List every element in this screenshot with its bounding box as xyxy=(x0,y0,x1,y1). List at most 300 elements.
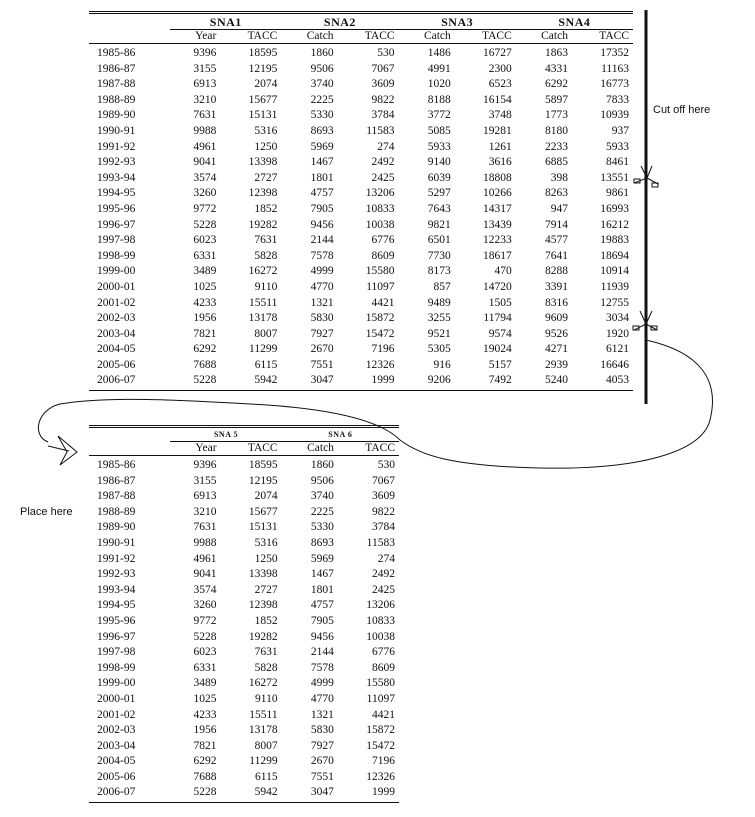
value-cell: 11939 xyxy=(600,280,629,293)
value-cell: 13398 xyxy=(248,156,278,169)
value-cell: 18595 xyxy=(248,47,278,59)
year-cell: 1996-97 xyxy=(97,218,136,231)
column-header: Catch xyxy=(281,30,337,44)
value-cell: 10833 xyxy=(366,614,395,627)
value-cell: 4331 xyxy=(544,62,568,75)
value-cell: 14317 xyxy=(482,202,512,215)
value-cell: 16727 xyxy=(482,47,512,59)
group-header: SNA2 xyxy=(281,13,398,30)
value-cell: 13178 xyxy=(248,724,278,737)
value-cell: 1321 xyxy=(310,296,334,309)
value-cell: 6913 xyxy=(193,490,217,503)
year-cell: 2000-01 xyxy=(97,692,136,705)
value-cell: 19282 xyxy=(248,630,278,643)
value-cell: 5330 xyxy=(310,521,334,534)
value-cell: 5933 xyxy=(606,140,629,153)
value-cell: 12326 xyxy=(366,770,395,783)
value-cell: 9521 xyxy=(427,327,451,340)
value-cell: 7927 xyxy=(310,739,334,752)
value-cell: 16212 xyxy=(600,218,629,231)
value-cell: 3609 xyxy=(372,490,395,503)
value-cell: 9206 xyxy=(399,373,455,390)
value-cell: 11097 xyxy=(366,280,395,293)
value-cell: 9988 xyxy=(193,124,217,137)
value-cell: 19282 xyxy=(248,218,278,231)
value-cell: 3740 xyxy=(310,78,334,91)
value-cell: 15872 xyxy=(366,724,395,737)
year-cell: 2006-07 xyxy=(89,785,170,802)
value-cell: 4271 xyxy=(544,343,568,356)
value-cell: 4577 xyxy=(544,234,568,247)
year-cell: 1990-91 xyxy=(97,124,136,137)
value-cell: 4757 xyxy=(310,187,334,200)
value-cell: 9574 xyxy=(488,327,512,340)
year-cell: 2005-06 xyxy=(97,770,136,783)
value-cell: 10266 xyxy=(482,187,512,200)
value-cell: 4233 xyxy=(193,296,217,309)
year-cell: 1999-00 xyxy=(97,265,136,278)
value-cell: 2492 xyxy=(372,568,395,581)
value-cell: 7641 xyxy=(544,249,568,262)
value-cell: 13439 xyxy=(482,218,512,231)
value-cell: 5228 xyxy=(193,630,217,643)
year-cell: 2002-03 xyxy=(97,724,136,737)
value-cell: 5157 xyxy=(488,358,512,371)
value-cell: 274 xyxy=(377,140,395,153)
value-cell: 12398 xyxy=(248,599,278,612)
value-cell: 7833 xyxy=(606,93,629,106)
value-cell: 15131 xyxy=(248,521,278,534)
value-cell: 15131 xyxy=(248,109,278,122)
year-cell: 1994-95 xyxy=(97,599,136,612)
value-cell: 2225 xyxy=(310,93,334,106)
value-cell: 6885 xyxy=(544,156,568,169)
value-cell: 19883 xyxy=(600,234,629,247)
value-cell: 1505 xyxy=(488,296,512,309)
value-cell: 8461 xyxy=(606,156,629,169)
value-cell: 13551 xyxy=(600,171,629,184)
value-cell: 6292 xyxy=(544,78,568,91)
value-cell: 15472 xyxy=(365,327,395,340)
value-cell: 9988 xyxy=(193,536,217,549)
value-cell: 13398 xyxy=(248,568,278,581)
value-cell: 7905 xyxy=(310,202,334,215)
value-cell: 3155 xyxy=(193,474,217,487)
year-cell: 2004-05 xyxy=(97,755,136,768)
group-header: SNA 5 xyxy=(170,427,281,442)
value-cell: 5316 xyxy=(254,124,278,137)
value-cell: 15677 xyxy=(248,505,278,518)
year-cell: 1986-87 xyxy=(97,62,136,75)
value-cell: 8609 xyxy=(372,661,395,674)
value-cell: 7196 xyxy=(371,343,395,356)
value-cell: 1956 xyxy=(193,312,217,325)
value-cell: 9396 xyxy=(193,47,217,59)
value-cell: 3574 xyxy=(193,171,217,184)
value-cell: 15472 xyxy=(366,739,395,752)
group-header: SNA 6 xyxy=(282,427,399,442)
value-cell: 7551 xyxy=(310,770,334,783)
value-cell: 3748 xyxy=(488,109,512,122)
year-cell: 2003-04 xyxy=(97,739,136,752)
value-cell: 1321 xyxy=(310,708,334,721)
value-cell: 9456 xyxy=(310,218,334,231)
year-cell: 2001-02 xyxy=(97,708,136,721)
value-cell: 5305 xyxy=(427,343,451,356)
value-cell: 3260 xyxy=(193,599,217,612)
value-cell: 5830 xyxy=(310,724,334,737)
year-cell: 1992-93 xyxy=(97,568,136,581)
value-cell: 8693 xyxy=(310,124,334,137)
year-cell: 1987-88 xyxy=(97,78,136,91)
value-cell: 16272 xyxy=(248,265,278,278)
value-cell: 1860 xyxy=(310,47,334,59)
year-cell: 2001-02 xyxy=(97,296,136,309)
value-cell: 9506 xyxy=(310,62,334,75)
year-cell: 1985-86 xyxy=(97,459,136,471)
value-cell: 5942 xyxy=(220,373,281,390)
value-cell: 11583 xyxy=(366,536,395,549)
year-cell: 1991-92 xyxy=(97,140,136,153)
value-cell: 7927 xyxy=(310,327,334,340)
year-cell: 1995-96 xyxy=(97,202,136,215)
value-cell: 5942 xyxy=(221,785,282,802)
value-cell: 6292 xyxy=(193,343,217,356)
column-header: Catch xyxy=(516,30,572,44)
year-cell: 1994-95 xyxy=(97,187,136,200)
value-cell: 9821 xyxy=(427,218,451,231)
year-cell: 2004-05 xyxy=(97,343,136,356)
value-cell: 4961 xyxy=(193,552,217,565)
value-cell: 6523 xyxy=(488,78,512,91)
value-cell: 3155 xyxy=(193,62,217,75)
value-cell: 7631 xyxy=(254,646,278,659)
value-cell: 10038 xyxy=(366,630,395,643)
value-cell: 19024 xyxy=(482,343,512,356)
value-cell: 3784 xyxy=(372,521,395,534)
column-header: TACC xyxy=(221,442,282,456)
value-cell: 5897 xyxy=(544,93,568,106)
value-cell: 1020 xyxy=(427,78,451,91)
year-cell: 1996-97 xyxy=(97,630,136,643)
value-cell: 9456 xyxy=(310,630,334,643)
value-cell: 12195 xyxy=(248,62,278,75)
value-cell: 2727 xyxy=(254,171,278,184)
year-cell: 1998-99 xyxy=(97,661,136,674)
value-cell: 18617 xyxy=(482,249,512,262)
value-cell: 1250 xyxy=(254,140,278,153)
value-cell: 9140 xyxy=(427,156,451,169)
column-header: TACC xyxy=(572,30,633,44)
value-cell: 3772 xyxy=(427,109,451,122)
value-cell: 8188 xyxy=(427,93,451,106)
year-cell: 1986-87 xyxy=(97,474,136,487)
year-cell: 1993-94 xyxy=(97,171,136,184)
value-cell: 19281 xyxy=(482,124,512,137)
value-cell: 1860 xyxy=(310,459,334,471)
value-cell: 5969 xyxy=(310,552,334,565)
value-cell: 12233 xyxy=(482,234,512,247)
column-header: Catch xyxy=(399,30,455,44)
value-cell: 3260 xyxy=(193,187,217,200)
value-cell: 6023 xyxy=(193,646,217,659)
value-cell: 5828 xyxy=(254,249,278,262)
value-cell: 4999 xyxy=(310,265,334,278)
value-cell: 5085 xyxy=(427,124,451,137)
value-cell: 12326 xyxy=(365,358,395,371)
year-cell: 2000-01 xyxy=(97,280,136,293)
value-cell: 4770 xyxy=(310,280,334,293)
value-cell: 2144 xyxy=(310,646,334,659)
value-cell: 5240 xyxy=(516,373,572,390)
value-cell: 1486 xyxy=(427,47,451,59)
value-cell: 1852 xyxy=(254,202,278,215)
value-cell: 7730 xyxy=(427,249,451,262)
column-header: TACC xyxy=(338,30,399,44)
value-cell: 8693 xyxy=(310,536,334,549)
group-header: SNA1 xyxy=(170,13,281,30)
year-cell: 2005-06 xyxy=(97,358,136,371)
column-header: TACC xyxy=(220,30,281,44)
value-cell: 9110 xyxy=(254,280,278,293)
value-cell: 15511 xyxy=(249,296,278,309)
value-cell: 2144 xyxy=(310,234,334,247)
value-cell: 5830 xyxy=(310,312,334,325)
value-cell: 18808 xyxy=(482,171,512,184)
year-cell: 1990-91 xyxy=(97,536,136,549)
value-cell: 9609 xyxy=(544,312,568,325)
value-cell: 9506 xyxy=(310,474,334,487)
value-cell: 1261 xyxy=(488,140,512,153)
value-cell: 3574 xyxy=(193,583,217,596)
value-cell: 7631 xyxy=(193,521,217,534)
value-cell: 3391 xyxy=(544,280,568,293)
value-cell: 18694 xyxy=(600,249,629,262)
value-cell: 1250 xyxy=(254,552,278,565)
value-cell: 3210 xyxy=(193,505,217,518)
value-cell: 16646 xyxy=(600,358,629,371)
year-cell: 2003-04 xyxy=(97,327,136,340)
value-cell: 15580 xyxy=(366,677,395,690)
value-cell: 9772 xyxy=(193,614,217,627)
value-cell: 5969 xyxy=(310,140,334,153)
value-cell: 13206 xyxy=(366,599,395,612)
year-cell: 1991-92 xyxy=(97,552,136,565)
value-cell: 7196 xyxy=(372,755,395,768)
value-cell: 398 xyxy=(550,171,568,184)
value-cell: 1773 xyxy=(544,109,568,122)
value-cell: 3784 xyxy=(371,109,395,122)
year-cell: 1987-88 xyxy=(97,490,136,503)
year-cell: 1989-90 xyxy=(97,521,136,534)
value-cell: 6121 xyxy=(606,343,629,356)
value-cell: 3489 xyxy=(193,677,217,690)
value-cell: 7631 xyxy=(193,109,217,122)
value-cell: 7551 xyxy=(310,358,334,371)
value-cell: 1863 xyxy=(544,47,568,59)
value-cell: 2939 xyxy=(544,358,568,371)
year-cell: 1998-99 xyxy=(97,249,136,262)
value-cell: 2670 xyxy=(310,343,334,356)
value-cell: 3210 xyxy=(193,93,217,106)
value-cell: 7492 xyxy=(455,373,516,390)
value-cell: 2425 xyxy=(372,583,395,596)
value-cell: 530 xyxy=(377,459,395,471)
value-cell: 2492 xyxy=(371,156,395,169)
value-cell: 4421 xyxy=(371,296,395,309)
value-cell: 6115 xyxy=(255,770,278,783)
year-cell: 1995-96 xyxy=(97,614,136,627)
value-cell: 1852 xyxy=(254,614,278,627)
value-cell: 10939 xyxy=(600,109,629,122)
value-cell: 1920 xyxy=(606,327,629,340)
value-cell: 8007 xyxy=(254,327,278,340)
value-cell: 274 xyxy=(377,552,395,565)
value-cell: 10038 xyxy=(365,218,395,231)
value-cell: 8007 xyxy=(254,739,278,752)
value-cell: 5228 xyxy=(193,218,217,231)
value-cell: 1956 xyxy=(193,724,217,737)
value-cell: 9861 xyxy=(606,187,629,200)
value-cell: 1999 xyxy=(338,373,399,390)
year-cell: 1989-90 xyxy=(97,109,136,122)
value-cell: 530 xyxy=(377,47,395,59)
value-cell: 4233 xyxy=(193,708,217,721)
value-cell: 8263 xyxy=(544,187,568,200)
value-cell: 1467 xyxy=(310,156,334,169)
value-cell: 9041 xyxy=(193,568,217,581)
value-cell: 11163 xyxy=(601,62,629,75)
value-cell: 7631 xyxy=(254,234,278,247)
year-cell: 1985-86 xyxy=(97,47,136,59)
value-cell: 857 xyxy=(433,280,451,293)
value-cell: 3047 xyxy=(282,785,338,802)
value-cell: 9822 xyxy=(371,93,395,106)
value-cell: 6039 xyxy=(427,171,451,184)
value-cell: 16272 xyxy=(248,677,278,690)
value-cell: 12195 xyxy=(248,474,278,487)
value-cell: 916 xyxy=(433,358,451,371)
value-cell: 4999 xyxy=(310,677,334,690)
value-cell: 6776 xyxy=(371,234,395,247)
value-cell: 14720 xyxy=(482,280,512,293)
value-cell: 7067 xyxy=(372,474,395,487)
value-cell: 18595 xyxy=(248,459,278,471)
value-cell: 15677 xyxy=(248,93,278,106)
value-cell: 8316 xyxy=(544,296,568,309)
group-header: SNA4 xyxy=(516,13,633,30)
value-cell: 10833 xyxy=(365,202,395,215)
value-cell: 4757 xyxy=(310,599,334,612)
value-cell: 2074 xyxy=(254,490,278,503)
value-cell: 7821 xyxy=(193,739,217,752)
value-cell: 3609 xyxy=(371,78,395,91)
value-cell: 11299 xyxy=(249,343,278,356)
value-cell: 6115 xyxy=(254,358,278,371)
value-cell: 6331 xyxy=(193,249,217,262)
value-cell: 7643 xyxy=(427,202,451,215)
value-cell: 5228 xyxy=(170,785,220,802)
value-cell: 7905 xyxy=(310,614,334,627)
value-cell: 1999 xyxy=(338,785,399,802)
value-cell: 7821 xyxy=(193,327,217,340)
value-cell: 5828 xyxy=(254,661,278,674)
value-cell: 9526 xyxy=(544,327,568,340)
column-header: TACC xyxy=(338,442,399,456)
move-curve xyxy=(38,340,712,468)
value-cell: 2425 xyxy=(371,171,395,184)
value-cell: 2300 xyxy=(488,62,512,75)
value-cell: 13178 xyxy=(248,312,278,325)
value-cell: 4961 xyxy=(193,140,217,153)
value-cell: 15872 xyxy=(365,312,395,325)
value-cell: 6292 xyxy=(193,755,217,768)
value-cell: 8609 xyxy=(371,249,395,262)
year-cell: 1988-89 xyxy=(97,93,136,106)
value-cell: 11299 xyxy=(249,755,278,768)
value-cell: 5330 xyxy=(310,109,334,122)
value-cell: 3255 xyxy=(427,312,451,325)
value-cell: 6501 xyxy=(427,234,451,247)
value-cell: 16154 xyxy=(482,93,512,106)
value-cell: 7688 xyxy=(193,358,217,371)
value-cell: 4770 xyxy=(310,692,334,705)
value-cell: 13206 xyxy=(365,187,395,200)
value-cell: 3047 xyxy=(281,373,337,390)
value-cell: 3034 xyxy=(606,312,629,325)
value-cell: 8180 xyxy=(544,124,568,137)
value-cell: 9822 xyxy=(372,505,395,518)
year-cell: 2006-07 xyxy=(89,373,170,390)
value-cell: 6331 xyxy=(193,661,217,674)
value-cell: 2727 xyxy=(254,583,278,596)
value-cell: 15511 xyxy=(249,708,278,721)
value-cell: 1467 xyxy=(310,568,334,581)
value-cell: 10914 xyxy=(600,265,629,278)
value-cell: 3489 xyxy=(193,265,217,278)
value-cell: 7578 xyxy=(310,661,334,674)
value-cell: 6023 xyxy=(193,234,217,247)
value-cell: 470 xyxy=(494,265,512,278)
value-cell: 16773 xyxy=(600,78,629,91)
year-cell: 1992-93 xyxy=(97,156,136,169)
value-cell: 5933 xyxy=(427,140,451,153)
value-cell: 11583 xyxy=(366,124,395,137)
value-cell: 5316 xyxy=(254,536,278,549)
value-cell: 12398 xyxy=(248,187,278,200)
year-cell: 1997-98 xyxy=(97,234,136,247)
value-cell: 11097 xyxy=(366,692,395,705)
group-header: SNA3 xyxy=(399,13,516,30)
year-cell: 1988-89 xyxy=(97,505,136,518)
column-header: Year xyxy=(170,30,220,44)
cut-off-label: Cut off here xyxy=(653,104,711,116)
value-cell: 15580 xyxy=(365,265,395,278)
value-cell: 1801 xyxy=(310,171,334,184)
value-cell: 2670 xyxy=(310,755,334,768)
value-cell: 7914 xyxy=(544,218,568,231)
value-cell: 8173 xyxy=(427,265,451,278)
value-cell: 1025 xyxy=(193,692,217,705)
value-cell: 5297 xyxy=(427,187,451,200)
year-cell: 2002-03 xyxy=(97,312,136,325)
value-cell: 1801 xyxy=(310,583,334,596)
column-header: Catch xyxy=(282,442,338,456)
value-cell: 4053 xyxy=(572,373,633,390)
value-cell: 16993 xyxy=(600,202,629,215)
value-cell: 7067 xyxy=(371,62,395,75)
value-cell: 4421 xyxy=(372,708,395,721)
